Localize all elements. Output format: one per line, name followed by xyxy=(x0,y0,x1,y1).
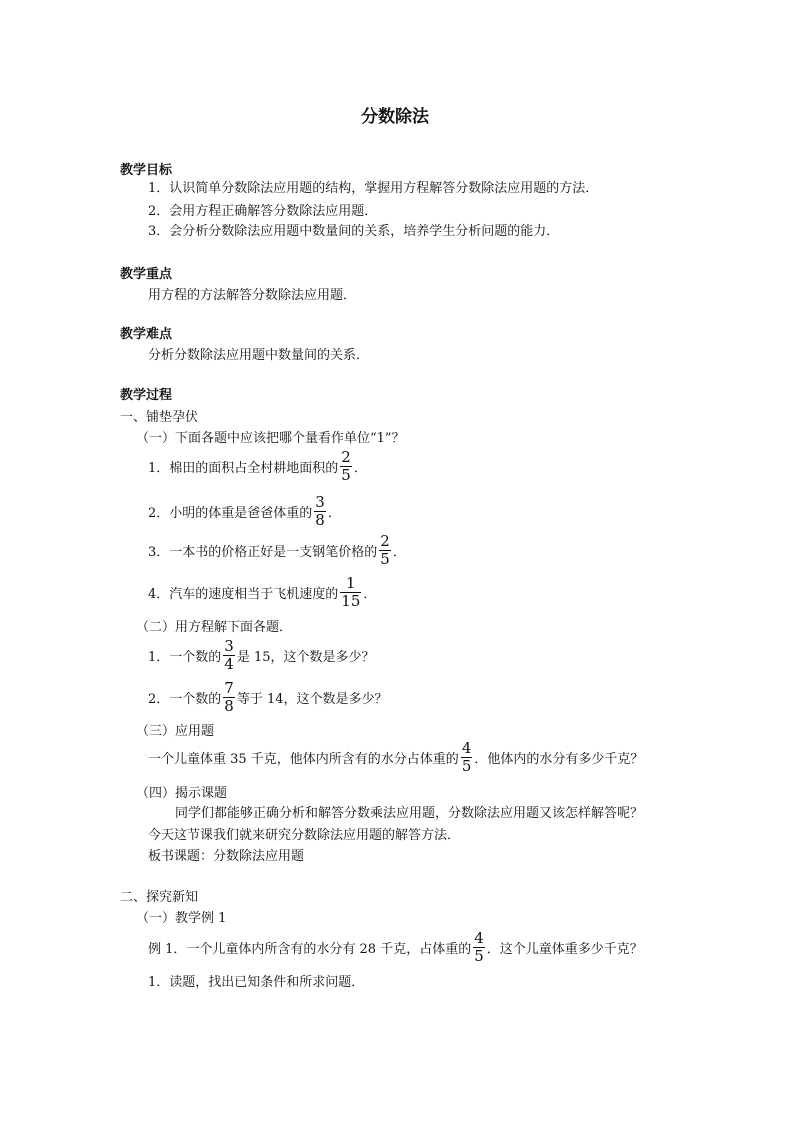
fraction-numerator: 3 xyxy=(315,493,325,511)
goal-item-1: 1．认识简单分数除法应用题的结构，掌握用方程解答分数除法应用题的方法． xyxy=(148,181,599,196)
item-text: 1．棉田的面积占全村耕地面积的 xyxy=(148,461,339,476)
goals-heading: 教学目标 xyxy=(120,163,173,178)
sub4-line-1: 同学们都能够正确分析和解答分数乘法应用题，分数除法应用题又该怎样解答呢？ xyxy=(175,806,644,821)
sub3-problem xyxy=(148,739,644,777)
item-text: 2．一个数的 xyxy=(148,692,222,707)
goal-item-2: 2．会用方程正确解答分数除法应用题． xyxy=(148,204,378,219)
item-text: 2．小明的体重是爸爸体重的 xyxy=(148,506,313,521)
item-suffix: ． xyxy=(353,461,367,476)
item-suffix: 等于 14，这个数是多少？ xyxy=(236,692,388,707)
part1-sub1-heading: （一）下面各题中应该把哪个量看作单位“1”？ xyxy=(136,431,405,446)
fraction xyxy=(223,680,235,715)
sub1-item-3 xyxy=(148,532,406,570)
fraction-denominator: 4 xyxy=(224,655,234,673)
fraction-denominator: 8 xyxy=(224,697,234,715)
item-text: 3．一本书的价格正好是一支钢笔价格的 xyxy=(148,545,378,560)
example-1 xyxy=(148,929,643,967)
difficulty-heading: 教学难点 xyxy=(120,327,173,342)
fraction xyxy=(340,575,361,610)
fraction xyxy=(340,449,352,484)
sub4-line-2: 今天这节课我们就来研究分数除法应用题的解答方法． xyxy=(148,828,461,843)
fraction xyxy=(473,930,485,965)
fraction-numerator: 3 xyxy=(224,637,234,655)
sub1-item-1 xyxy=(148,448,367,486)
problem-suffix: ．他体内的水分有多少千克？ xyxy=(474,752,644,767)
example-text: 例 1．一个儿童体内所含有的水分有 28 千克，占体重的 xyxy=(148,942,472,957)
fraction-numerator: 2 xyxy=(341,448,351,466)
item-text: 4．汽车的速度相当于飞机速度的 xyxy=(148,587,339,602)
sub4-line-3: 板书课题：分数除法应用题 xyxy=(148,849,305,864)
fraction-denominator: 5 xyxy=(341,466,351,484)
example-step-1: 1．读题，找出已知条件和所求问题． xyxy=(148,975,365,990)
item-suffix: ． xyxy=(363,587,377,602)
part2-heading: 二、探究新知 xyxy=(120,890,199,905)
fraction xyxy=(461,740,473,775)
difficulty-text: 分析分数除法应用题中数量间的关系． xyxy=(148,348,370,363)
key-point-heading: 教学重点 xyxy=(120,267,173,282)
fraction-numerator: 2 xyxy=(380,532,390,550)
part1-heading: 一、铺垫孕伏 xyxy=(120,410,199,425)
sub1-item-4 xyxy=(148,574,377,612)
key-point-text: 用方程的方法解答分数除法应用题． xyxy=(148,288,357,303)
fraction-denominator: 5 xyxy=(380,550,390,568)
problem-text: 一个儿童体重 35 千克，他体内所含有的水分占体重的 xyxy=(148,752,459,767)
fraction-denominator: 8 xyxy=(315,511,325,529)
sub2-item-1 xyxy=(148,637,375,675)
part2-sub1-heading: （一）教学例 1 xyxy=(136,911,227,926)
example-suffix: ．这个儿童体重多少千克？ xyxy=(486,942,643,957)
fraction-numerator: 4 xyxy=(474,929,484,947)
fraction xyxy=(379,533,391,568)
fraction-denominator: 5 xyxy=(474,947,484,965)
sub2-item-2 xyxy=(148,679,388,717)
item-suffix: ． xyxy=(327,506,341,521)
process-heading: 教学过程 xyxy=(120,388,173,403)
sub1-item-2 xyxy=(148,493,341,531)
item-suffix: ． xyxy=(392,545,406,560)
fraction-numerator: 7 xyxy=(224,679,234,697)
fraction-denominator: 15 xyxy=(341,592,361,610)
goal-item-3: 3．会分析分数除法应用题中数量间的关系，培养学生分析问题的能力． xyxy=(148,224,560,239)
fraction xyxy=(223,638,235,673)
part1-sub4-heading: （四）揭示课题 xyxy=(136,786,228,801)
item-suffix: 是 15，这个数是多少？ xyxy=(236,650,375,665)
fraction xyxy=(314,494,326,529)
part1-sub2-heading: （二）用方程解下面各题． xyxy=(136,620,293,635)
part1-sub3-heading: （三）应用题 xyxy=(136,724,215,739)
fraction-denominator: 5 xyxy=(461,757,472,775)
fraction-numerator: 4 xyxy=(461,739,472,757)
fraction-numerator: 1 xyxy=(346,574,356,592)
item-text: 1．一个数的 xyxy=(148,650,222,665)
page-title: 分数除法 xyxy=(361,107,429,127)
